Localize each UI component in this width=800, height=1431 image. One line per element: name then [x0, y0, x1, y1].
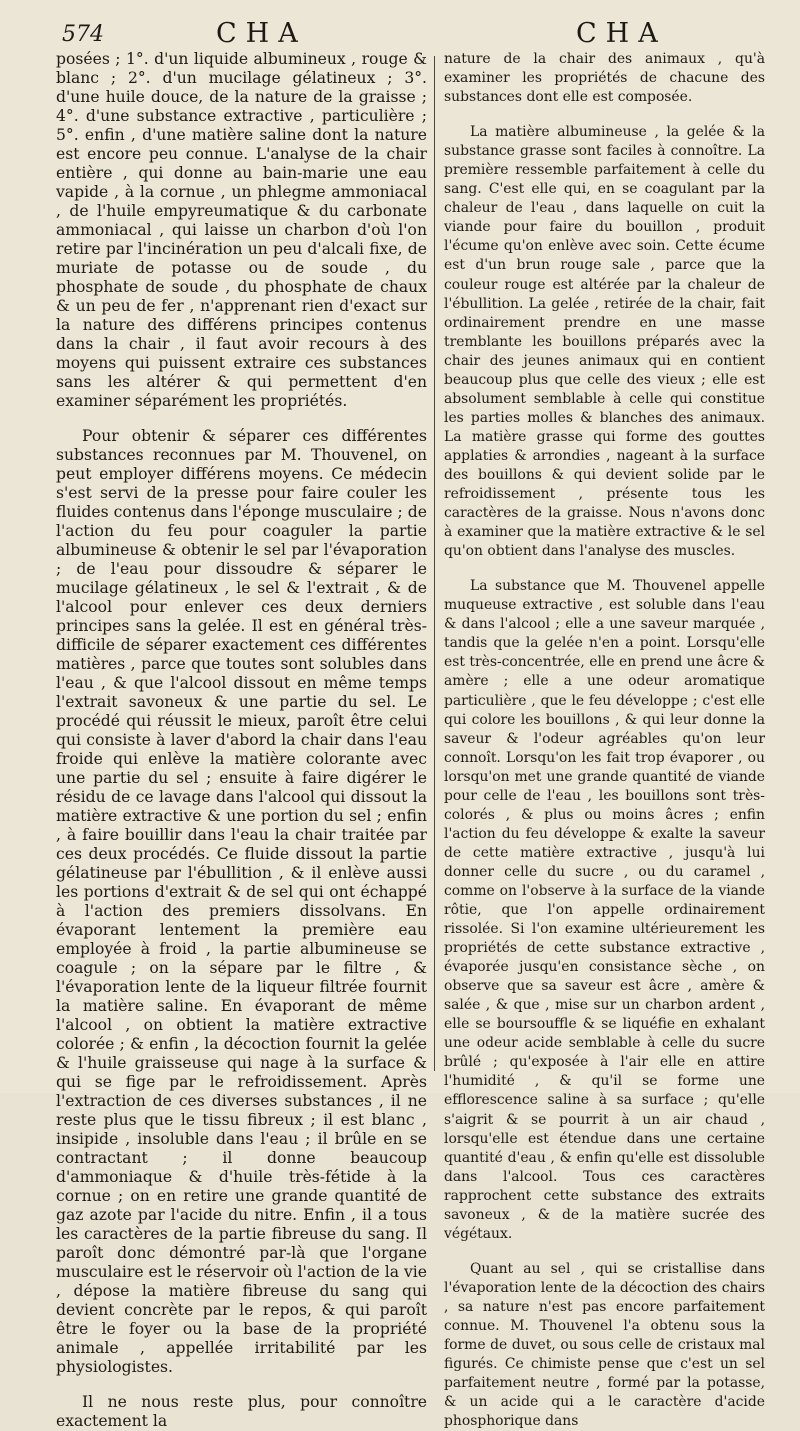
right-paragraph-2: La matière albumineuse , la gelée & la substance grasse sont faciles à connoître. La première ressemble parfaitement à celle du sang. C'est elle qui, en se coagulant par la chaleur de l'eau , dans laquelle on cuit la viande pour faire du bouillon , produit l'écume qu'on enlève avec soin. Cette écume est d'un brun rouge sale , parce que la couleur rouge est altérée par la chaleur de l'ébullition. La gelée , retirée de la chair, fait ordinairement prendre en une masse tremblante les bouillons préparés avec la chair des jeunes animaux qui en contient beaucoup plus que celle des vieux ; elle est absolument semblable à celle qui constitue les parties molles & blanches des animaux. La matière grasse qui forme des gouttes applaties & arrondies , nageant à la surface des bouillons & qui devient solide par le refroidissement , présente tous les caractères de la graisse. Nous n'avons donc à examiner que la matière extractive & le sel qu'on obtient dans l'analyse des muscles. — [444, 124, 765, 560]
left-paragraph-3: Il ne nous reste plus, pour connoître exactement la — [56, 1393, 427, 1430]
column-divider — [434, 56, 435, 1071]
right-running-headword: CHA — [576, 18, 667, 49]
page-header — [0, 14, 800, 54]
left-paragraph-2: Pour obtenir & séparer ces différentes substances reconnues par M. Thouvenel, on peut employer différens moyens. Ce médecin s'est servi de la presse pour faire couler les fluides contenus dans l'éponge musculaire ; de l'action du feu pour coaguler la partie albumineuse & obtenir le sel par l'évaporation ; de l'eau pour dissoudre & séparer le mucilage gélatineux , le sel & l'extrait , & de l'alcool pour enlever ces deux derniers principes sans la gelée. Il est en général très-difficile de séparer exactement ces différentes matières , parce que toutes sont solubles dans l'eau , & que l'alcool dissout en même temps l'extrait savoneux & une partie du sel. Le procédé qui réussit le mieux, paroît être celui qui consiste à laver d'abord la chair dans l'eau froide qui enlève la matière colorante avec une partie du sel ; ensuite à faire digérer le résidu de ce lavage dans l'alcool qui dissout la matière extractive & une portion du sel ; enfin , à faire bouillir dans l'eau la chair traitée par ces deux procédés. Ce fluide dissout la partie gélatineuse par l'ébullition , & il enlève aussi les portions d'extrait & de sel qui ont échappé à l'action des premiers dissolvans. En évaporant lentement la première eau employée à froid , la partie albumineuse se coagule ; on la sépare par le filtre , & l'évaporation lente de la liqueur filtrée fournit la matière saline. En évaporant de même l'alcool , on obtient la matière extractive colorée ; & enfin , la décoction fournit la gelée & l'huile graisseuse qui nage à la surface & qui se fige par le refroidissement. Après l'extraction de ces diverses substances , il ne reste plus que le tissu fibreux ; il est blanc , insipide , insoluble dans l'eau ; il brûle en se contractant ; il donne beaucoup d'ammoniaque & d'huile très-fétide à la cornue ; on en retire une grande quantité de gaz azote par l'acide du nitre. Enfin , il a tous les caractères de la partie fibreuse du sang. Il paroît donc démontré par-là que l'organe musculaire est le réservoir où l'action de la vie , dépose la matière fibreuse du sang qui devient concrète par le repos, & qui paroît être le foyer ou la base de la propriété animale , appellée irritabilité par les physiologistes. — [56, 427, 427, 1376]
left-running-headword: CHA — [216, 18, 307, 49]
left-paragraph-1: posées ; 1°. d'un liquide albumineux , rouge & blanc ; 2°. d'un mucilage gélatineux ; 3°. d'une huile douce, de la nature de la graisse ; 4°. d'une substance extractive , particulière ; 5°. enfin , d'une matière saline dont la nature est encore peu connue. L'analyse de la chair entière , qui donne au bain-marie une eau vapide , à la cornue , un phlegme ammoniacal , de l'huile empyreumatique & du carbonate ammoniacal , qui laisse un charbon d'où l'on retire par l'incinération un peu d'alcali fixe, de muriate de potasse ou de soude , du phosphate de soude , du phosphate de chaux & un peu de fer , n'apprenant rien d'exact sur la nature des différens principes contenus dans la chair , il faut avoir recours à des moyens qui puissent extraire ces substances sans les altérer & qui permettent d'en examiner séparément les propriétés. — [56, 50, 427, 410]
right-paragraph-3: La substance que M. Thouvenel appelle muqueuse extractive , est soluble dans l'eau & dans l'alcool ; elle a une saveur marquée , tandis que la gelée n'en a point. Lorsqu'elle est très-concentrée, elle en prend une âcre & amère ; elle a une odeur aromatique particulière , que le feu développe ; c'est elle qui colore les bouillons , & qui leur donne la saveur & l'odeur agréables qu'on leur connoît. Lorsqu'on les fait trop évaporer , ou lorsqu'on met une grande quantité de viande pour celle de l'eau , les bouillons sont très-colorés , & plus ou moins âcres ; enfin l'action du feu développe & exalte la saveur de cette matière extractive , jusqu'à lui donner celle du sucre , ou du caramel , comme on l'observe à la surface de la viande rôtie, que l'on appelle ordinairement rissolée. Si l'on examine ultérieurement les propriétés de cette substance extractive , évaporée jusqu'en consistance sèche , on observe que sa saveur est âcre , amère & salée , & que , mise sur un charbon ardent , elle se boursouffle & se liquéfie en exhalant une odeur acide semblable à celle du sucre brûlé ; qu'exposée à l'air elle en attire l'humidité , & qu'il se forme une efflorescence saline à sa surface ; qu'elle s'aigrit & se pourrit à un air chaud , lorsqu'elle est étendue dans une certaine quantité d'eau , & enfin qu'elle est dissoluble dans l'alcool. Tous ces caractères rapprochent cette substance des extraits savoneux , & de la matière sucrée des végétaux. — [444, 578, 765, 1242]
right-paragraph-1: nature de la chair des animaux , qu'à examiner les propriétés de chacune des substances dont elle est composée. — [444, 51, 765, 106]
right-column — [444, 50, 765, 1430]
right-paragraph-4: Quant au sel , qui se cristallise dans l'évaporation lente de la décoction des chairs , sa nature n'est pas encore parfaitement connue. M. Thouvenel l'a obtenu sous la forme de duvet, ou sous celle de cristaux mal figurés. Ce chimiste pense que c'est un sel parfaitement neutre , formé par la potasse, & un acide qui a le caractère d'acide phosphorique dans — [444, 1260, 765, 1430]
page-number: 574 — [62, 22, 104, 47]
left-column — [56, 50, 427, 1430]
